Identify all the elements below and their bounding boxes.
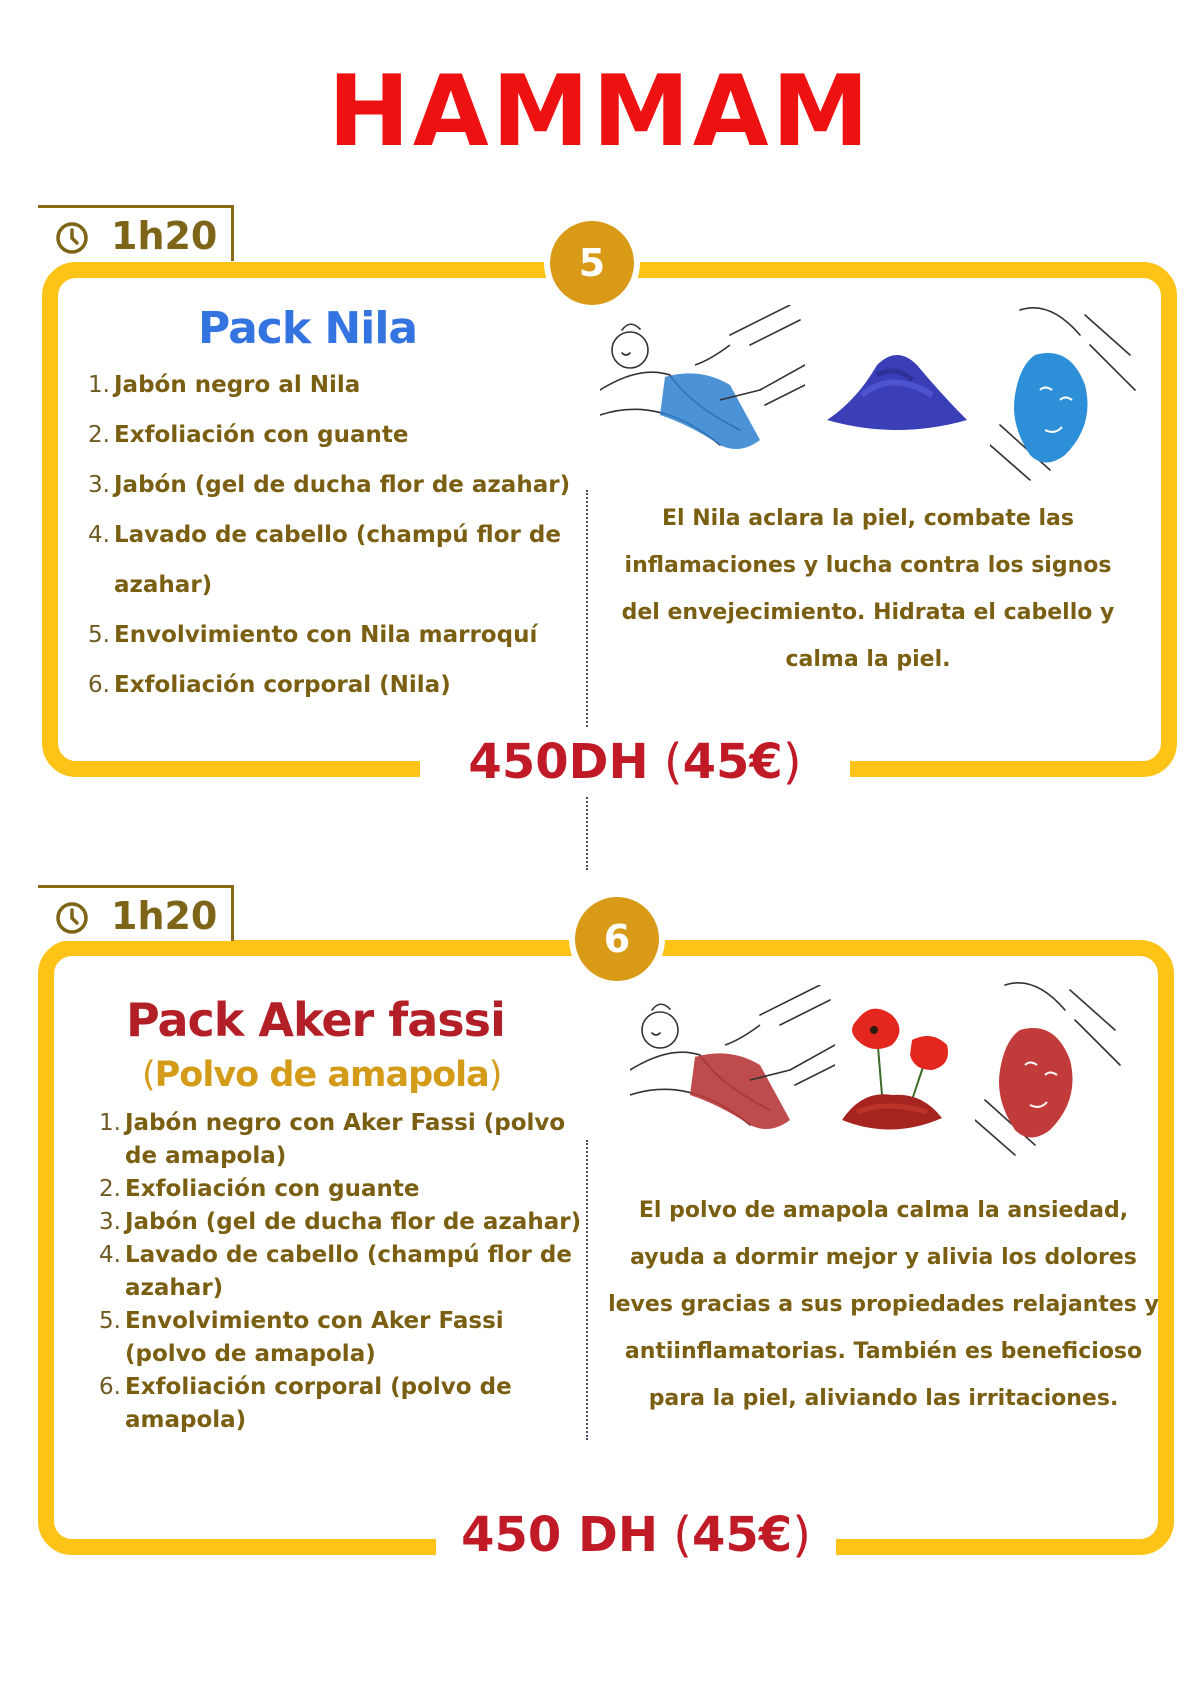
list-item: 6. Exfoliación corporal (Nila) [88,672,451,698]
list-item: 2. Exfoliación con guante [99,1176,420,1202]
list-item-continuation: amapola) [125,1407,247,1433]
list-item: 3. Jabón (gel de ducha flor de azahar) [99,1209,582,1235]
clock-icon [55,221,89,255]
pack-title: Pack Nila [198,303,418,354]
price-label: 450DH (45€) [420,727,850,797]
column-divider [586,490,588,870]
list-item: 5. Envolvimiento con Nila marroquí [88,622,538,648]
duration-text: 1h20 [111,214,218,258]
massage-back-red-icon [630,985,835,1145]
price-main: 450 DH [461,1507,658,1563]
pack-card-nila [0,205,1200,795]
pack-card-aker-fassi [0,885,1200,1575]
steps-list [99,1107,582,1437]
face-mask-red-icon [975,980,1125,1160]
list-item: 4. Lavado de cabello (champú flor de [99,1242,572,1268]
list-item-continuation: azahar) [125,1275,224,1301]
pack-number-badge: 5 [544,215,640,311]
list-item-continuation: (polvo de amapola) [125,1341,376,1367]
list-item: 1. Jabón negro con Aker Fassi (polvo [99,1110,566,1136]
column-divider [586,1140,588,1440]
list-item: 2. Exfoliación con guante [88,422,409,448]
blue-nila-powder-icon [822,340,972,440]
poppy-powder-icon [832,1000,972,1140]
duration-tab [38,205,234,261]
massage-back-blue-icon [600,305,805,465]
pack-title: Pack Aker fassi [126,993,505,1047]
price-alt: 45€ [682,734,783,790]
list-item: 4. Lavado de cabello (champú flor de [88,522,561,548]
steps-list [88,360,571,710]
price-label: 450 DH (45€) [436,1500,836,1570]
pack-subtitle: (Polvo de amapola) [142,1055,502,1095]
list-item: 6. Exfoliación corporal (polvo de [99,1374,512,1400]
price-alt: 45€ [691,1507,793,1563]
pack-description: El Nila aclara la piel, combate las inflamaciones y lucha contra los signos del envejecimiento. Hidrata el cabello y calma la piel. [621,506,1115,672]
pack-description: El polvo de amapola calma la ansiedad, ayuda a dormir mejor y alivia los dolores leves gracias a sus propiedades relajantes y antiinflamatorias. También es beneficioso para la piel, aliviando las irritaciones. [608,1198,1159,1411]
pack-number-badge: 6 [569,891,665,987]
list-item: 3. Jabón (gel de ducha flor de azahar) [88,472,571,498]
page-title: HAMMAM [327,55,873,169]
list-item-continuation: de amapola) [125,1143,287,1169]
list-item: 5. Envolvimiento con Aker Fassi [99,1308,504,1334]
list-item-continuation: azahar) [114,572,213,598]
duration-tab [38,885,234,941]
face-mask-blue-icon [990,305,1140,485]
clock-icon [55,901,89,935]
duration-text: 1h20 [111,894,218,938]
list-item: 1. Jabón negro al Nila [88,372,361,398]
price-main: 450DH [468,734,649,790]
